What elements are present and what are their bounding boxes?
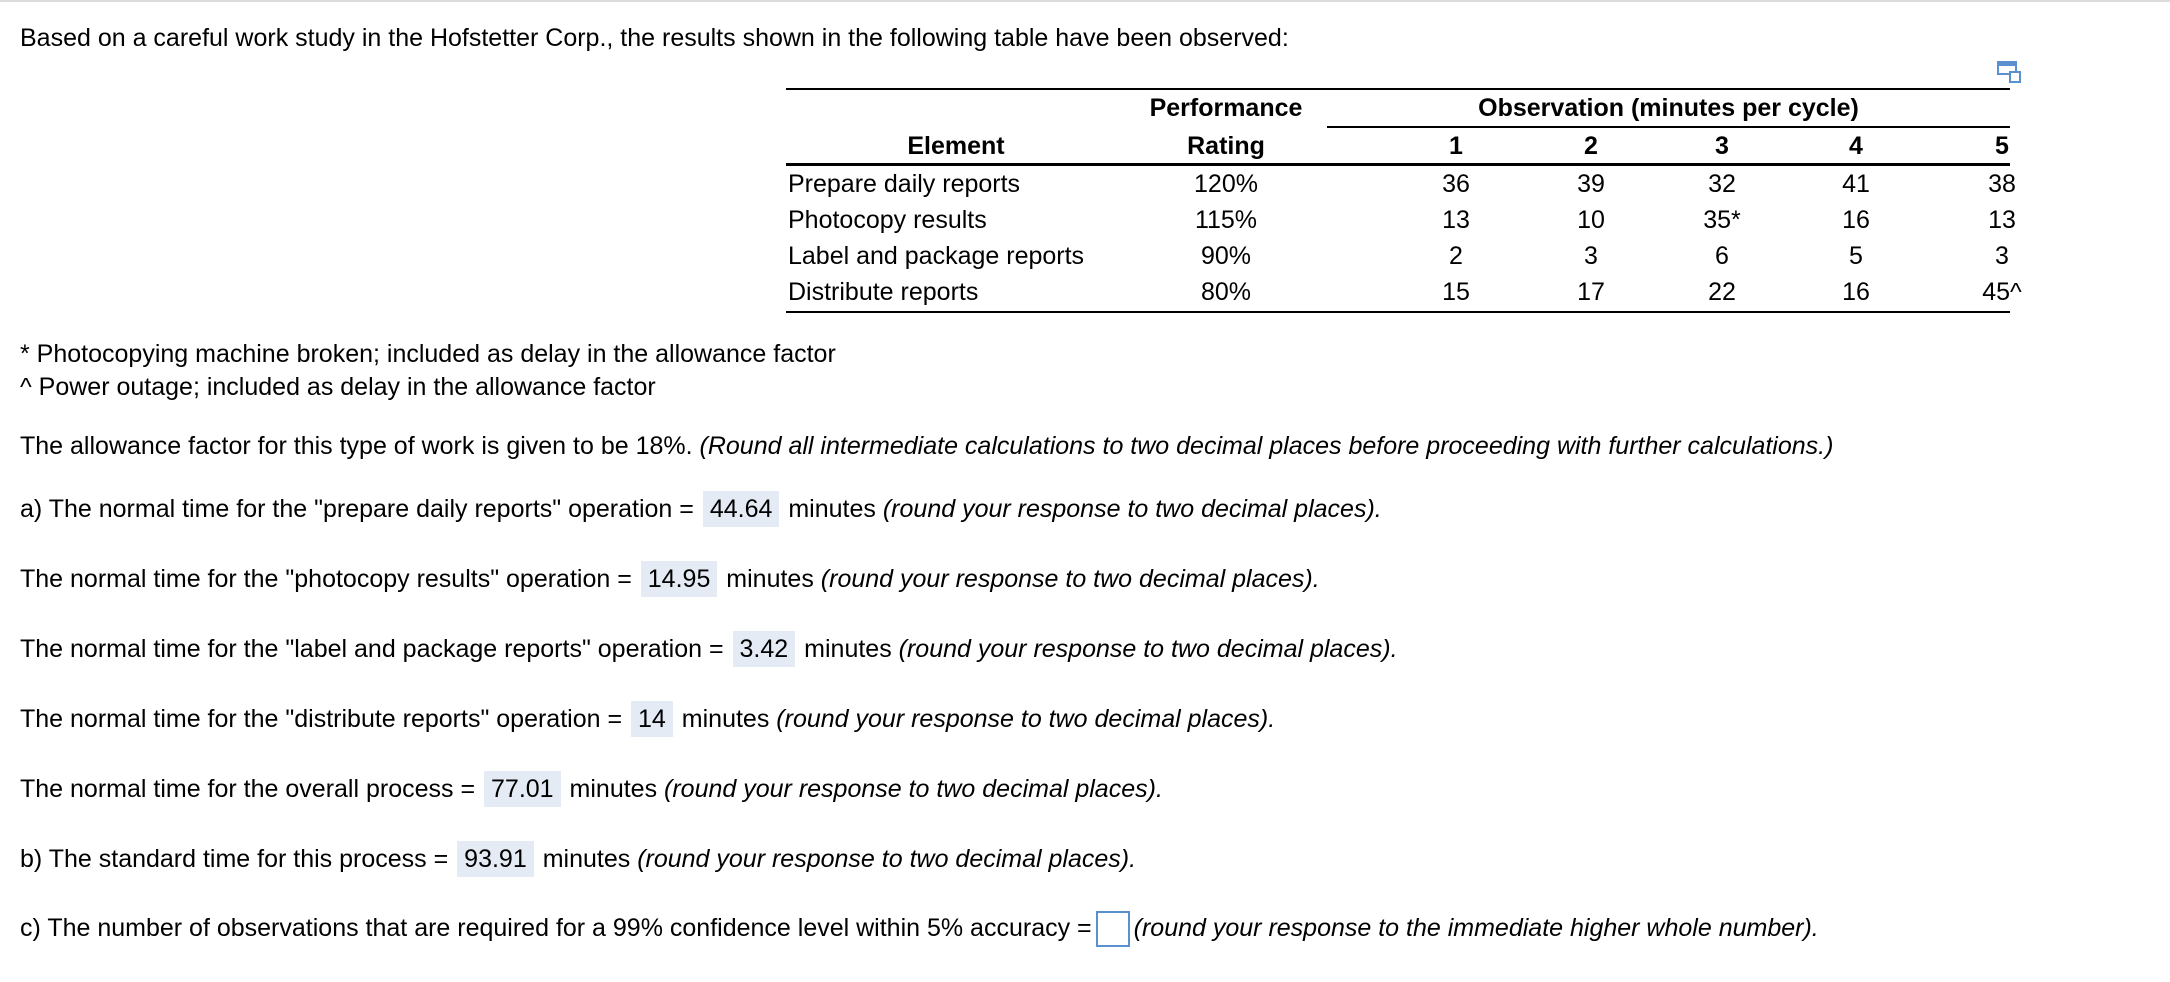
rounding-hint: (round your response to two decimal places). <box>882 495 1382 523</box>
question-c-text: c) The number of observations that are required for a 99% confidence level within 5% accuracy = <box>20 914 1092 942</box>
row-1-obs-3: 32 <box>1708 170 1736 198</box>
row-3-obs-3: 6 <box>1715 242 1729 270</box>
row-3-obs-1: 2 <box>1449 242 1463 270</box>
row-2-obs-3: 35* <box>1703 206 1741 234</box>
header-col-5: 5 <box>1995 132 2009 160</box>
unit-label: minutes <box>542 845 631 873</box>
answer-observations-input[interactable] <box>1096 911 1130 947</box>
header-observation: Observation (minutes per cycle) <box>1478 94 1859 122</box>
unit-label: minutes <box>804 635 892 663</box>
row-1-obs-5: 38 <box>1988 170 2016 198</box>
table-bottom-rule <box>786 311 2010 313</box>
copy-table-icon[interactable] <box>1996 60 2022 84</box>
answer-label-normal-time[interactable]: 3.42 <box>733 631 796 667</box>
answer-overall-normal-time[interactable]: 77.01 <box>484 771 561 807</box>
rounding-hint: (round your response to two decimal places). <box>776 705 1276 733</box>
unit-label: minutes <box>681 705 770 733</box>
row-2-obs-1: 13 <box>1442 206 1470 234</box>
question-a-prepare-text: a) The normal time for the "prepare daily reports" operation = <box>20 495 694 523</box>
row-4-obs-4: 16 <box>1842 278 1870 306</box>
question-b-standard <box>20 841 1136 877</box>
header-col-4: 4 <box>1849 132 1863 160</box>
rounding-hint: (round your response to the immediate higher whole number). <box>1133 914 1819 942</box>
row-2-obs-4: 16 <box>1842 206 1870 234</box>
rounding-hint: (round your response to two decimal places). <box>637 845 1137 873</box>
question-a-distribute <box>20 701 1275 737</box>
header-col-2: 2 <box>1584 132 1598 160</box>
allowance-statement <box>20 429 1833 463</box>
answer-standard-time[interactable]: 93.91 <box>457 841 534 877</box>
answer-distribute-normal-time[interactable]: 14 <box>631 701 673 737</box>
row-4-obs-3: 22 <box>1708 278 1736 306</box>
row-4-obs-2: 17 <box>1577 278 1605 306</box>
row-3-element: Label and package reports <box>788 242 1085 270</box>
question-c-observations <box>20 911 1819 947</box>
row-3-obs-4: 5 <box>1849 242 1863 270</box>
row-3-obs-5: 3 <box>1995 242 2009 270</box>
top-divider <box>0 0 2170 2</box>
row-3-rating: 90% <box>1200 242 1252 270</box>
header-element: Element <box>907 132 1005 160</box>
row-1-obs-1: 36 <box>1442 170 1470 198</box>
allowance-text: The allowance factor for this type of work is given to be 18%. <box>20 432 693 460</box>
row-1-obs-4: 41 <box>1842 170 1870 198</box>
row-1-obs-2: 39 <box>1577 170 1605 198</box>
unit-label: minutes <box>569 775 658 803</box>
question-a-overall <box>20 771 1163 807</box>
question-a-label <box>20 631 1398 667</box>
answer-photocopy-normal-time[interactable]: 14.95 <box>641 561 718 597</box>
unit-label: minutes <box>788 495 876 523</box>
footnote-caret: ^ Power outage; included as delay in the allowance factor <box>20 373 656 401</box>
rounding-hint: (round your response to two decimal places). <box>898 635 1398 663</box>
question-a-overall-text: The normal time for the overall process = <box>20 775 476 803</box>
row-1-rating: 120% <box>1194 170 1258 198</box>
row-2-rating: 115% <box>1194 206 1258 234</box>
header-col-3: 3 <box>1715 132 1729 160</box>
row-4-rating: 80% <box>1200 278 1252 306</box>
header-performance: Performance <box>1149 94 1303 122</box>
question-a-prepare <box>20 491 1382 527</box>
row-2-obs-5: 13 <box>1988 206 2016 234</box>
row-4-obs-1: 15 <box>1442 278 1470 306</box>
row-2-element: Photocopy results <box>788 206 987 234</box>
header-rating: Rating <box>1187 132 1265 160</box>
footnote-star: * Photocopying machine broken; included as delay in the allowance factor <box>20 340 836 368</box>
question-a-label-text: The normal time for the "label and package reports" operation = <box>20 635 724 663</box>
row-3-obs-2: 3 <box>1584 242 1598 270</box>
question-a-photocopy-text: The normal time for the "photocopy results" operation = <box>20 565 632 593</box>
question-b-text: b) The standard time for this process = <box>20 845 449 873</box>
question-a-distribute-text: The normal time for the "distribute reports" operation = <box>20 705 623 733</box>
question-a-photocopy <box>20 561 1320 597</box>
row-1-element: Prepare daily reports <box>788 170 1021 198</box>
header-col-1: 1 <box>1449 132 1463 160</box>
intro-text: Based on a careful work study in the Hofstetter Corp., the results shown in the following table have been observed: <box>20 24 1289 52</box>
row-4-element: Distribute reports <box>788 278 979 306</box>
row-2-obs-2: 10 <box>1577 206 1605 234</box>
rounding-hint: (round your response to two decimal places). <box>664 775 1163 803</box>
row-4-obs-5: 45^ <box>1982 278 2022 306</box>
allowance-instruction: (Round all intermediate calculations to two decimal places before proceeding with further calculations.) <box>699 432 1834 460</box>
unit-label: minutes <box>726 565 814 593</box>
answer-prepare-normal-time[interactable]: 44.64 <box>703 491 780 527</box>
rounding-hint: (round your response to two decimal places). <box>820 565 1320 593</box>
